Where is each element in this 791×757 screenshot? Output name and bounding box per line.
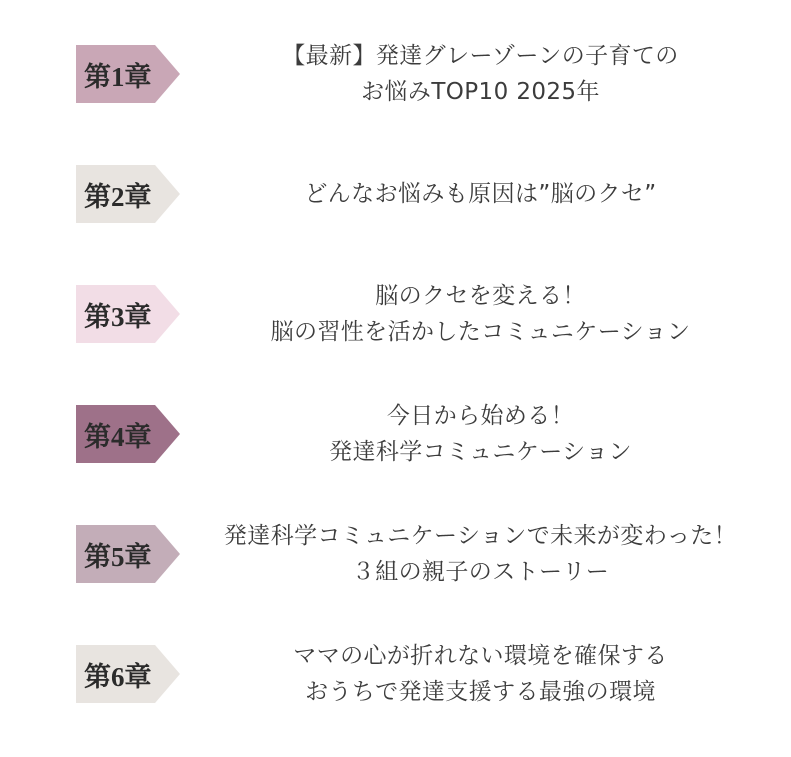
- chapter-tag-2: [76, 165, 180, 223]
- chapter-tag-1: [76, 45, 180, 103]
- chapter-title-line: ママの心が折れない環境を確保する: [293, 643, 668, 669]
- chapter-tag-label: 第2章: [84, 181, 152, 212]
- chapter-row: [0, 374, 791, 494]
- chapter-tag-3: [76, 285, 180, 343]
- chapter-title-line: どんなお悩みも原因は”脳のクセ”: [304, 181, 657, 207]
- chapter-title-line: 発達科学コミュニケーションで未来が変わった！: [223, 523, 738, 549]
- chapter-row: [0, 134, 791, 254]
- chapter-title-1: [180, 38, 791, 110]
- chapter-title-line: 脳のクセを変える！: [375, 283, 586, 309]
- chapter-tag-5: [76, 525, 180, 583]
- chapter-title-line: 今日から始める！: [386, 403, 575, 429]
- chapter-tag-label: 第5章: [84, 541, 152, 572]
- chapter-title-6: [180, 638, 791, 710]
- chapter-row: [0, 614, 791, 734]
- chapter-row: [0, 494, 791, 614]
- chapter-tag-label: 第3章: [84, 301, 152, 332]
- chapter-tag-4: [76, 405, 180, 463]
- chapter-title-3: [180, 278, 791, 350]
- chapter-title-line: 脳の習性を活かしたコミュニケーション: [270, 319, 691, 345]
- chapter-tag-label: 第4章: [84, 421, 152, 452]
- chapter-title-line: お悩みTOP10 2025年: [361, 79, 600, 105]
- chapter-title-4: [180, 398, 791, 470]
- chapter-title-line: 【最新】発達グレーゾーンの子育ての: [282, 43, 679, 69]
- chapter-title-2: [180, 176, 791, 212]
- chapter-tag-6: [76, 645, 180, 703]
- chapter-title-line: おうちで発達支援する最強の環境: [305, 679, 656, 705]
- chapter-row: [0, 14, 791, 134]
- chapter-tag-label: 第1章: [84, 61, 152, 92]
- chapter-tag-label: 第6章: [84, 661, 152, 692]
- chapter-row: [0, 254, 791, 374]
- chapter-title-5: [180, 518, 791, 590]
- chapter-title-line: 発達科学コミュニケーション: [329, 439, 632, 465]
- chapter-title-line: ３組の親子のストーリー: [351, 559, 610, 585]
